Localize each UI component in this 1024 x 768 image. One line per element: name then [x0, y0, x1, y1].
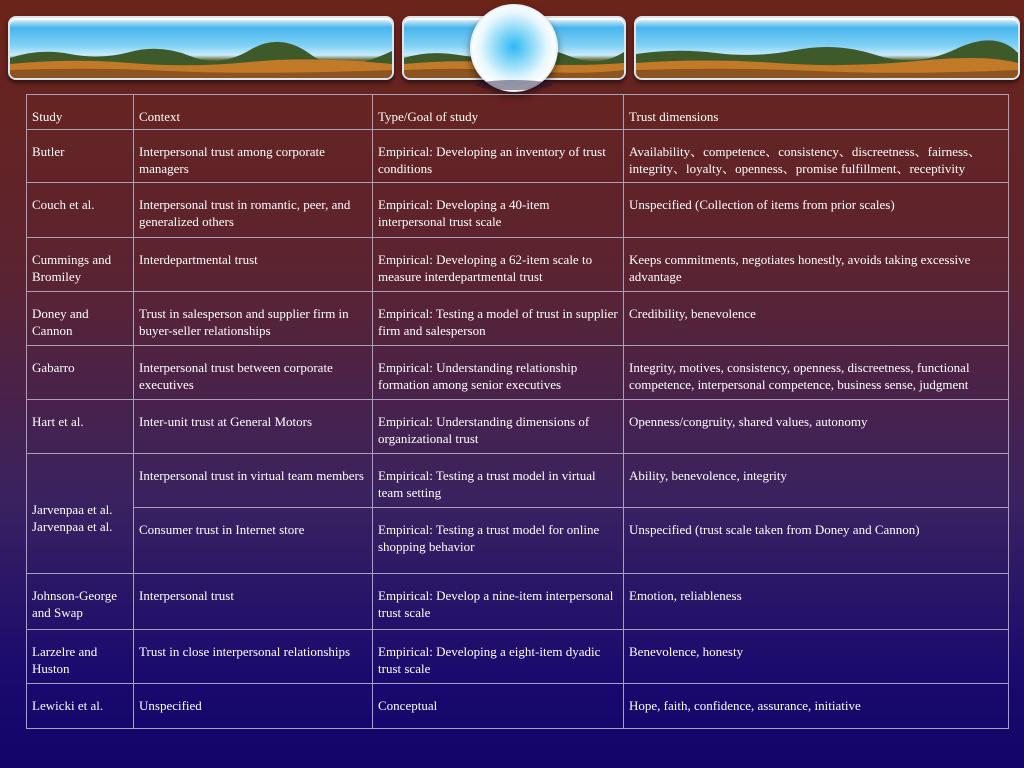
- cell-context: Unspecified: [134, 684, 373, 729]
- cell-dimensions: Ability, benevolence, integrity: [624, 454, 1009, 508]
- cell-type: Empirical: Developing a eight-item dyadic trust scale: [373, 630, 624, 684]
- landscape-banner-right: [634, 16, 1020, 80]
- table-row: [27, 346, 1009, 400]
- table-row: [27, 630, 1009, 684]
- cell-study: Hart et al.: [27, 400, 134, 454]
- table-row: [27, 238, 1009, 292]
- cell-type: Empirical: Developing an inventory of trust conditions: [373, 130, 624, 183]
- table-row: [27, 574, 1009, 630]
- cell-type: Empirical: Testing a model of trust in supplier firm and salesperson: [373, 292, 624, 346]
- cell-type: Empirical: Understanding dimensions of organizational trust: [373, 400, 624, 454]
- cell-dimensions: Emotion, reliableness: [624, 574, 1009, 630]
- cell-study: Johnson-George and Swap: [27, 574, 134, 630]
- cell-context: Trust in salesperson and supplier firm in buyer-seller relationships: [134, 292, 373, 346]
- cell-type: Empirical: Understanding relationship formation among senior executives: [373, 346, 624, 400]
- cell-context: Interpersonal trust: [134, 574, 373, 630]
- cell-dimensions: Keeps commitments, negotiates honestly, avoids taking excessive advantage: [624, 238, 1009, 292]
- cell-study: Jarvenpaa et al. Jarvenpaa et al.: [27, 454, 134, 574]
- cell-study: Cummings and Bromiley: [27, 238, 134, 292]
- cell-dimensions: Credibility, benevolence: [624, 292, 1009, 346]
- cell-type: Empirical: Testing a trust model for online shopping behavior: [373, 508, 624, 574]
- cell-study: Butler: [27, 130, 134, 183]
- cell-dimensions: Benevolence, honesty: [624, 630, 1009, 684]
- globe-orb-ornament: [470, 4, 558, 92]
- cell-study: Couch et al.: [27, 183, 134, 238]
- cell-dimensions: Openness/congruity, shared values, autonomy: [624, 400, 1009, 454]
- table-row: [27, 454, 1009, 508]
- header-type-goal: Type/Goal of study: [373, 95, 624, 130]
- trust-studies-table: [26, 94, 1009, 729]
- table-row: [27, 130, 1009, 183]
- cell-type: Empirical: Developing a 40-item interpersonal trust scale: [373, 183, 624, 238]
- cell-study: Lewicki et al.: [27, 684, 134, 729]
- table-row: [27, 183, 1009, 238]
- table-header-row: [27, 95, 1009, 130]
- cell-context: Interpersonal trust among corporate managers: [134, 130, 373, 183]
- header-context: Context: [134, 95, 373, 130]
- cell-context: Interdepartmental trust: [134, 238, 373, 292]
- cell-study: Larzelre and Huston: [27, 630, 134, 684]
- cell-context: Interpersonal trust in virtual team members: [134, 454, 373, 508]
- cell-context: Trust in close interpersonal relationships: [134, 630, 373, 684]
- header-trust-dimensions: Trust dimensions: [624, 95, 1009, 130]
- cell-study: Gabarro: [27, 346, 134, 400]
- cell-context: Interpersonal trust in romantic, peer, and generalized others: [134, 183, 373, 238]
- cell-type: Empirical: Develop a nine-item interpersonal trust scale: [373, 574, 624, 630]
- cell-dimensions: Unspecified (Collection of items from prior scales): [624, 183, 1009, 238]
- table-row: [27, 292, 1009, 346]
- cell-context: Interpersonal trust between corporate executives: [134, 346, 373, 400]
- cell-type: Conceptual: [373, 684, 624, 729]
- cell-context: Consumer trust in Internet store: [134, 508, 373, 574]
- cell-context: Inter-unit trust at General Motors: [134, 400, 373, 454]
- header-study: Study: [27, 95, 134, 130]
- cell-type: Empirical: Developing a 62-item scale to measure interdepartmental trust: [373, 238, 624, 292]
- cell-dimensions: Unspecified (trust scale taken from Doney and Cannon): [624, 508, 1009, 574]
- cell-study: Doney and Cannon: [27, 292, 134, 346]
- table-row: [27, 508, 1009, 574]
- cell-dimensions: Hope, faith, confidence, assurance, initiative: [624, 684, 1009, 729]
- cell-dimensions: Availability、competence、consistency、discreetness、fairness、integrity、loyalty、openness、promise fulfillment、receptivity: [624, 130, 1009, 183]
- table-row: [27, 684, 1009, 729]
- landscape-banner-left: [8, 16, 394, 80]
- cell-dimensions: Integrity, motives, consistency, openness, discreetness, functional competence, interpersonal competence, business sense, judgment: [624, 346, 1009, 400]
- cell-type: Empirical: Testing a trust model in virtual team setting: [373, 454, 624, 508]
- table-row: [27, 400, 1009, 454]
